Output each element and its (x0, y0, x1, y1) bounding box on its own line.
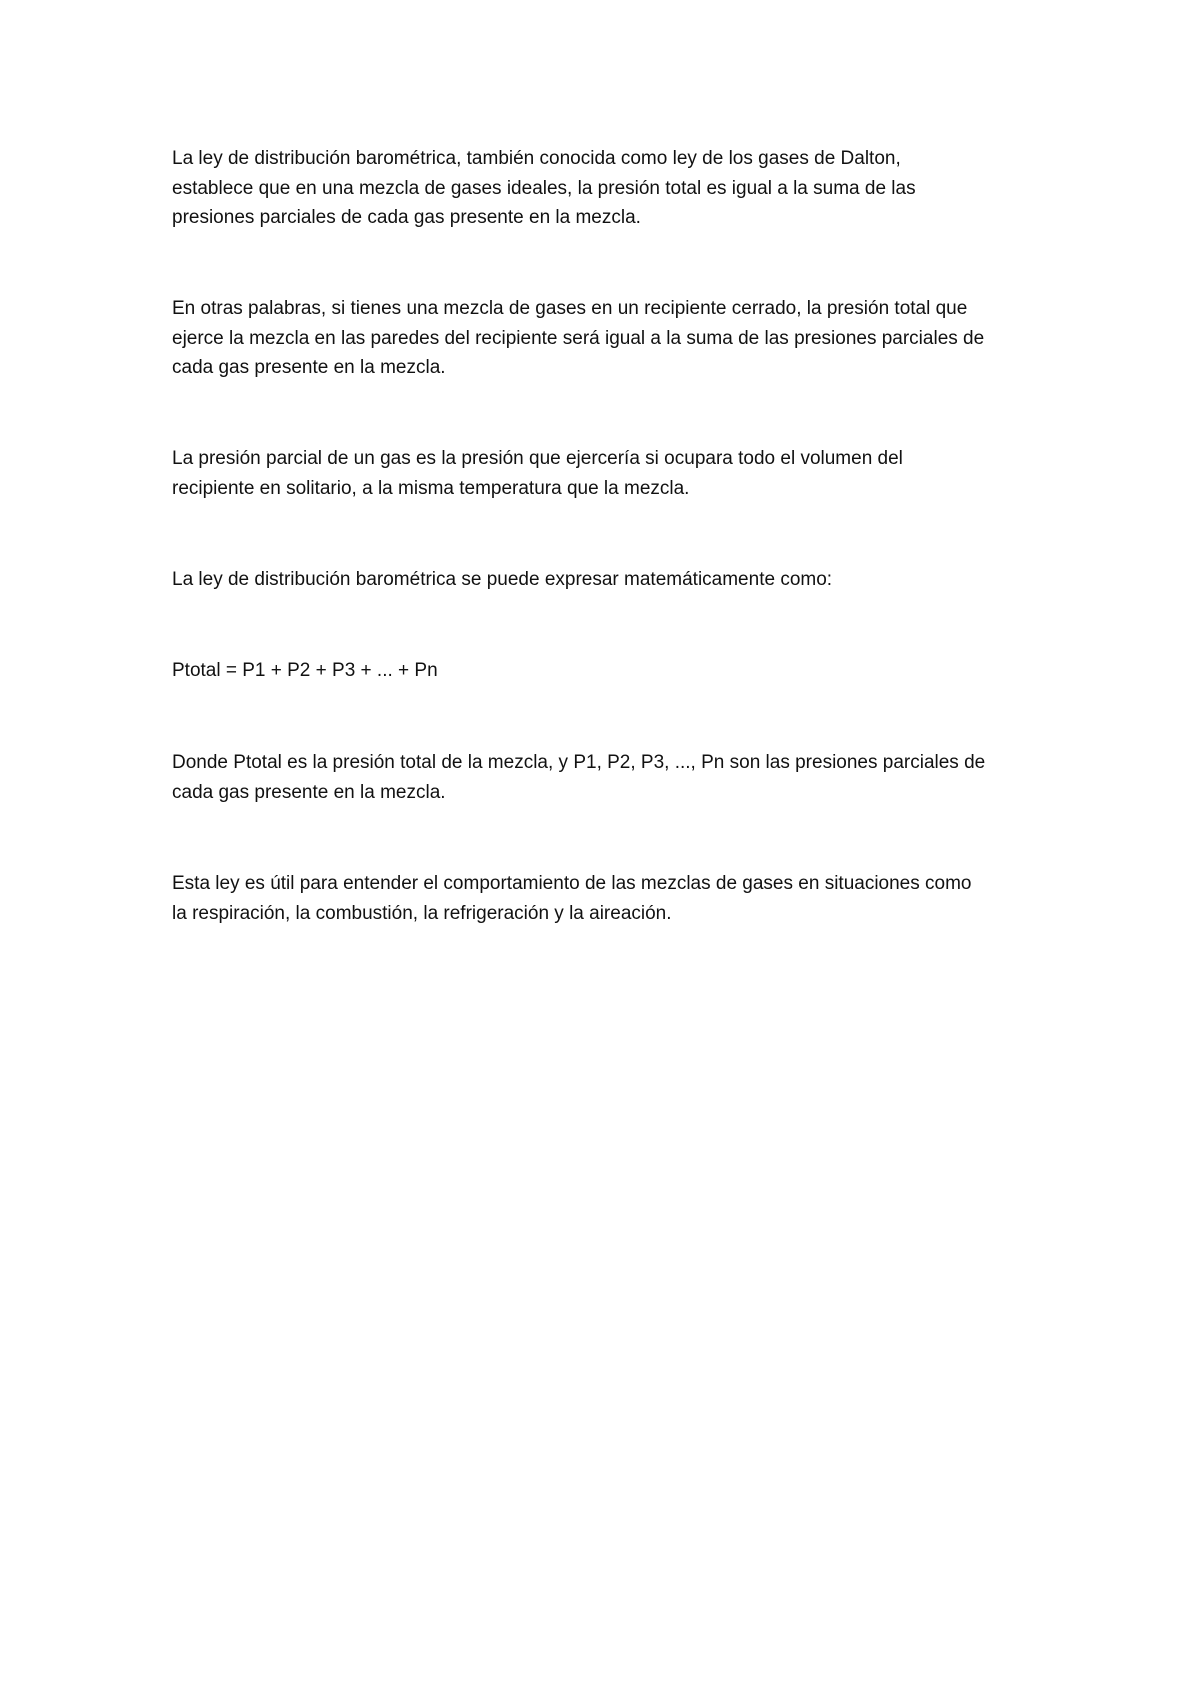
text-line: Esta ley es útil para entender el comportamiento de las mezclas de gases en situaciones como (172, 873, 972, 894)
text-line: ejerce la mezcla en las paredes del recipiente será igual a la suma de las presiones parciales de (172, 327, 985, 349)
paragraph-explanation (172, 294, 1052, 383)
paragraph-math-intro (172, 565, 1052, 595)
text-line: Donde Ptotal es la presión total de la mezcla, y P1, P2, P3, ..., Pn son las presiones parciales de (172, 752, 986, 773)
text-line: La presión parcial de un gas es la presión que ejercería si ocupara todo el volumen del (172, 448, 903, 469)
paragraph-formula (172, 656, 1052, 686)
text-line: la respiración, la combustión, la refrigeración y la aireación. (172, 902, 672, 924)
text-line: establece que en una mezcla de gases ideales, la presión total es igual a la suma de las (172, 177, 916, 199)
paragraph-formula-explanation (172, 748, 1052, 807)
text-line: La ley de distribución barométrica se puede expresar matemáticamente como: (172, 569, 833, 590)
text-line: presiones parciales de cada gas presente en la mezcla. (172, 207, 641, 228)
text-line: La ley de distribución barométrica, también conocida como ley de los gases de Dalton, (172, 148, 901, 169)
text-line: cada gas presente en la mezcla. (172, 781, 446, 803)
text-line: cada gas presente en la mezcla. (172, 357, 446, 378)
paragraph-applications (172, 869, 1052, 928)
paragraph-definition (172, 144, 1052, 233)
text-line: En otras palabras, si tienes una mezcla de gases en un recipiente cerrado, la presión total que (172, 298, 968, 319)
text-line: recipiente en solitario, a la misma temperatura que la mezcla. (172, 477, 690, 499)
formula-line: Ptotal = P1 + P2 + P3 + ... + Pn (172, 660, 438, 681)
paragraph-partial-pressure (172, 444, 1052, 503)
